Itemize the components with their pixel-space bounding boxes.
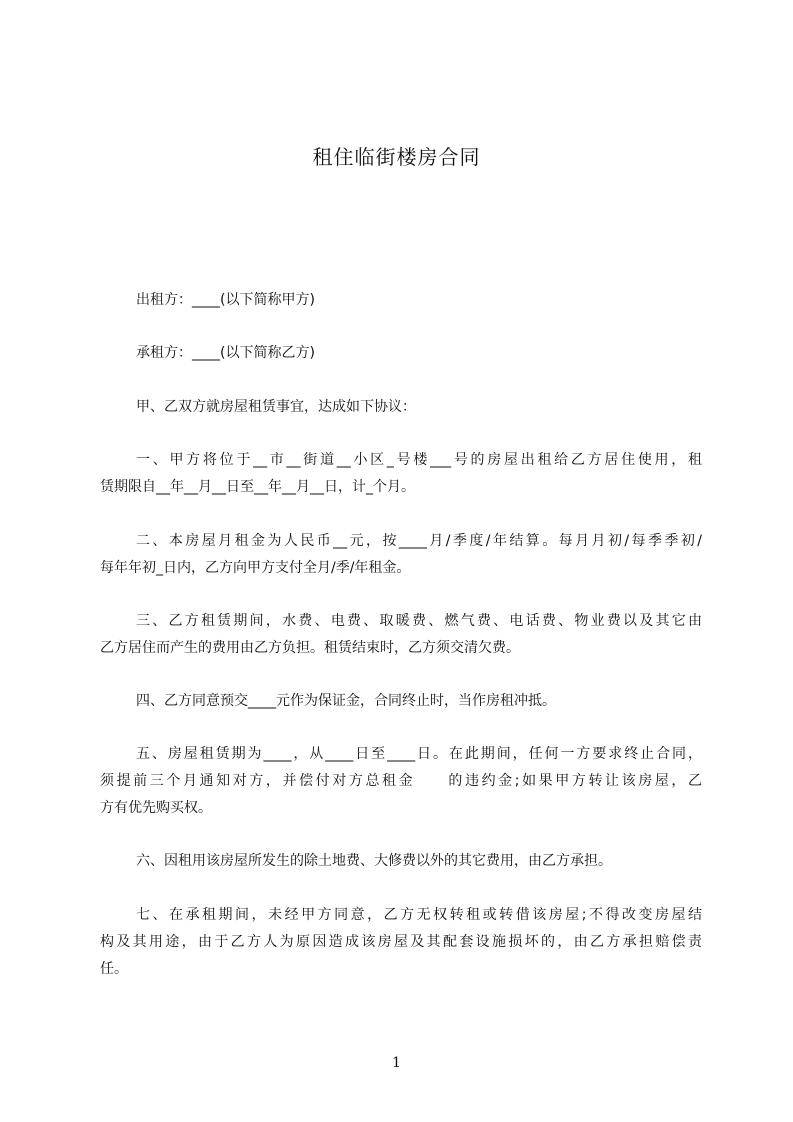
page-number: 1 [392,1055,401,1071]
lessee-text: 承租方：____(以下简称乙方) [136,345,315,361]
lessor-line [100,287,702,314]
clause-6 [100,848,702,875]
clause-7-line-1: 七、在承租期间，未经甲方同意，乙方无权转租或转借该房屋;不得改变房屋结 [136,907,702,923]
clause-6-text: 六、因租用该房屋所发生的除土地费、大修费以外的其它费用，由乙方承担。 [136,853,612,869]
lessee-line [100,340,702,367]
clause-2-line-1: 二、本房屋月租金为人民币__元，按____月/季度/年结算。每月月初/每季季初/ [136,533,702,549]
document-title: 租住临街楼房合同 [312,145,481,169]
clause-7-line-2: 构及其用途，由于乙方人为原因造成该房屋及其配套设施损坏的，由乙方承担赔偿责 [100,934,702,950]
clause-4 [100,688,702,715]
clause-2 [100,528,702,582]
clause-5-line-1: 五、房屋租赁期为____，从____日至____日。在此期间，任何一方要求终止合同， [136,746,702,762]
clause-3-line-2: 乙方居住而产生的费用由乙方负担。租赁结束时，乙方须交清欠费。 [100,640,520,656]
clause-4-text: 四、乙方同意预交____元作为保证金，合同终止时，当作房租冲抵。 [136,693,556,709]
clause-5-line-3: 方有优先购买权。 [100,800,212,816]
lessor-text: 出租方：____(以下简称甲方) [136,292,315,308]
clause-7-line-3: 任。 [100,961,128,977]
clause-5 [100,741,702,822]
clause-1-line-2: 赁期限自__年__月__日至__年__月__日，计_个月。 [100,479,415,495]
clause-5-line-2: 须提前三个月通知对方，并偿付对方总租金 的违约金;如果甲方转让该房屋，乙 [100,773,702,789]
clause-3-line-1: 三、乙方租赁期间，水费、电费、取暖费、燃气费、电话费、物业费以及其它由 [136,613,702,629]
intro-line [100,394,702,421]
clause-1-line-1: 一、甲方将位于__市__街道__小区_号楼___号的房屋出租给乙方居住使用，租 [136,452,702,468]
clause-2-line-2: 每年年初_日内，乙方向甲方支付全月/季/年租金。 [100,560,411,576]
clause-1 [100,447,702,501]
clause-3 [100,608,702,662]
intro-text: 甲、乙双方就房屋租赁事宜，达成如下协议： [136,399,416,415]
clause-7 [100,902,702,983]
